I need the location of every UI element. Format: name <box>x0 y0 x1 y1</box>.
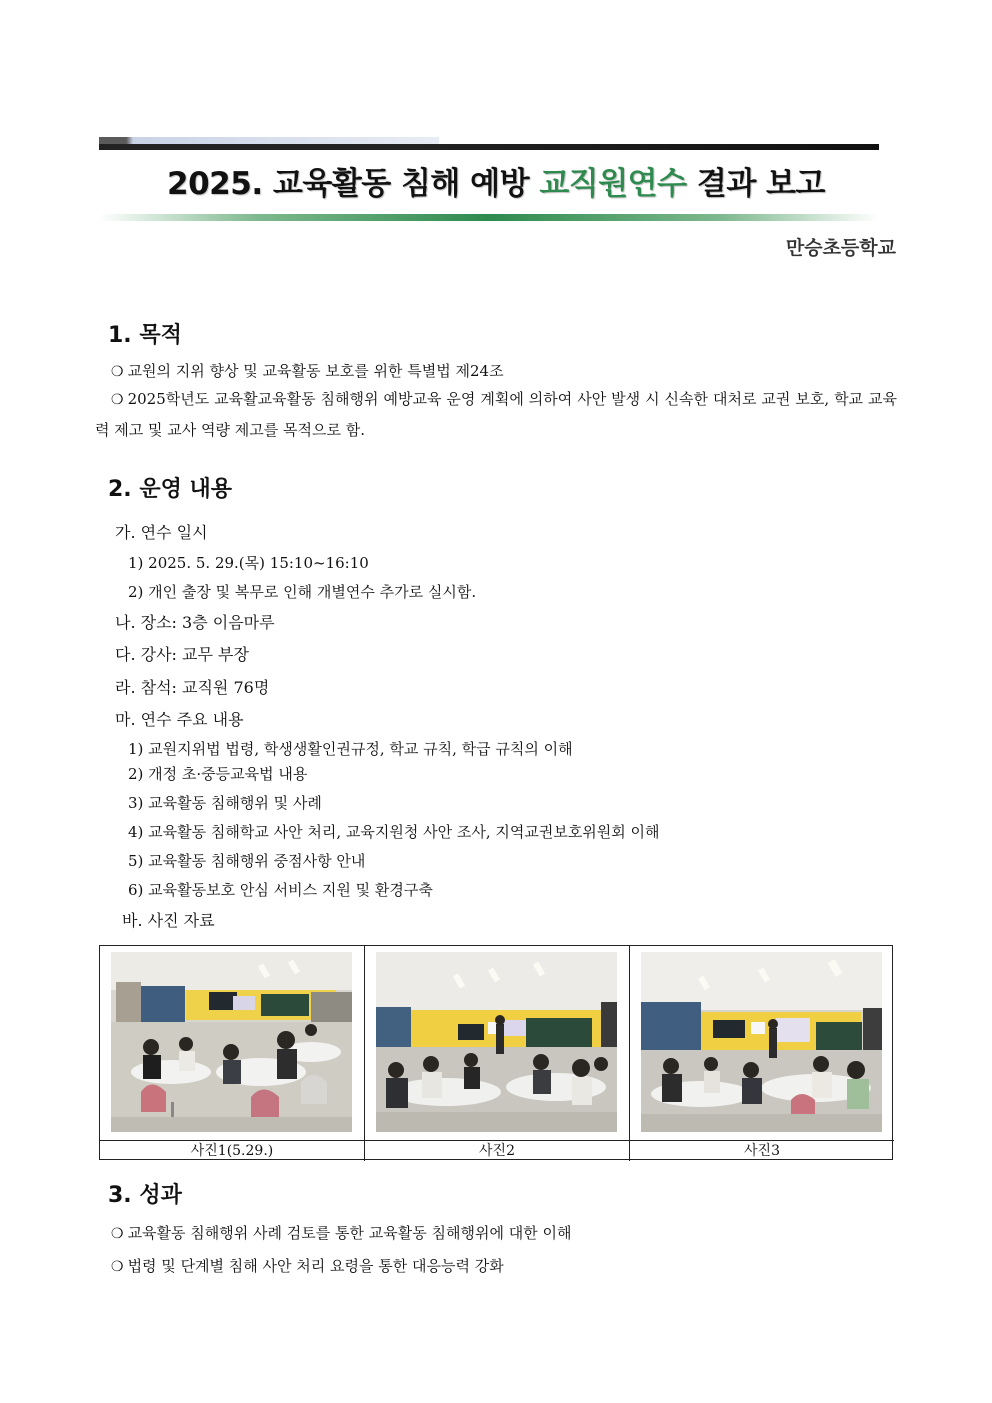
s2-ga: 가. 연수 일시 <box>115 523 208 542</box>
circle-bullet-icon: ❍ <box>111 364 124 380</box>
classroom-photo-3 <box>641 952 882 1132</box>
section-3-heading: 3. 성과 <box>108 1183 182 1208</box>
s1-line2-text: 2025학년도 교육활교육활동 침해행위 예방교육 운영 계획에 의하여 사안 발생 시 신속한 대처로 교권 보호, 학교 교육력 제고 및 교사 역량 제고를 목적으로 함. <box>95 390 897 439</box>
s2-ma: 마. 연수 주요 내용 <box>115 710 244 729</box>
s3-line1 <box>111 1222 571 1243</box>
s2-ma5: 5) 교육활동 침해행위 중점사항 안내 <box>128 852 366 870</box>
s2-ra: 라. 참석: 교직원 76명 <box>115 678 270 697</box>
s2-ga1: 1) 2025. 5. 29.(목) 15:10~16:10 <box>128 554 369 572</box>
s2-na: 나. 장소: 3층 이음마루 <box>115 613 275 632</box>
s1-line1 <box>111 360 504 381</box>
photo-cell-3 <box>630 946 894 1140</box>
s2-da: 다. 강사: 교무 부장 <box>115 645 249 664</box>
photo-table <box>99 945 893 1160</box>
s3-line2 <box>111 1255 504 1276</box>
s3-line2-text: 법령 및 단계별 침해 사안 처리 요령을 통한 대응능력 강화 <box>127 1257 504 1275</box>
title-rule-highlight <box>99 137 439 144</box>
s2-ma2: 2) 개정 초·중등교육법 내용 <box>128 765 308 783</box>
photo-cell-2 <box>365 946 630 1140</box>
s3-line1-text: 교육활동 침해행위 사례 검토를 통한 교육활동 침해행위에 대한 이해 <box>127 1224 572 1242</box>
page-title <box>0 158 992 203</box>
title-highlight: 교직원연수 <box>539 166 687 202</box>
section-1-heading: 1. 목적 <box>108 323 182 348</box>
circle-bullet-icon: ❍ <box>111 392 124 408</box>
title-bottom-rule <box>99 214 879 221</box>
photo-caption-2: 사진2 <box>365 1140 630 1161</box>
s2-ba: 바. 사진 자료 <box>122 911 215 930</box>
classroom-photo-1 <box>111 952 352 1132</box>
circle-bullet-icon: ❍ <box>111 1226 124 1242</box>
s2-ga2: 2) 개인 출장 및 복무로 인해 개별연수 추가로 실시함. <box>128 583 477 601</box>
photo-caption-3: 사진3 <box>630 1140 894 1161</box>
circle-bullet-icon: ❍ <box>111 1259 124 1275</box>
classroom-photo-2 <box>376 952 617 1132</box>
title-part1: 2025. 교육활동 침해 예방 <box>167 166 540 202</box>
s1-line1-text: 교원의 지위 향상 및 교육활동 보호를 위한 특별법 제24조 <box>127 362 504 380</box>
title-part2: 결과 보고 <box>686 166 825 202</box>
s2-ma3: 3) 교육활동 침해행위 및 사례 <box>128 794 322 812</box>
s1-line2 <box>95 384 897 445</box>
photo-caption-1: 사진1(5.29.) <box>100 1140 365 1161</box>
section-2-heading: 2. 운영 내용 <box>108 477 232 502</box>
s2-ma1: 1) 교원지위법 법령, 학생생활인권규정, 학교 규칙, 학급 규칙의 이해 <box>128 740 573 758</box>
photo-cell-1 <box>100 946 365 1140</box>
s2-ma4: 4) 교육활동 침해학교 사안 처리, 교육지원청 사안 조사, 지역교권보호위원회 이해 <box>128 823 660 841</box>
school-name: 만승초등학교 <box>785 237 896 259</box>
s2-ma6: 6) 교육활동보호 안심 서비스 지원 및 환경구축 <box>128 881 433 899</box>
title-rule-bar <box>99 144 879 150</box>
title-top-rule <box>99 136 879 152</box>
